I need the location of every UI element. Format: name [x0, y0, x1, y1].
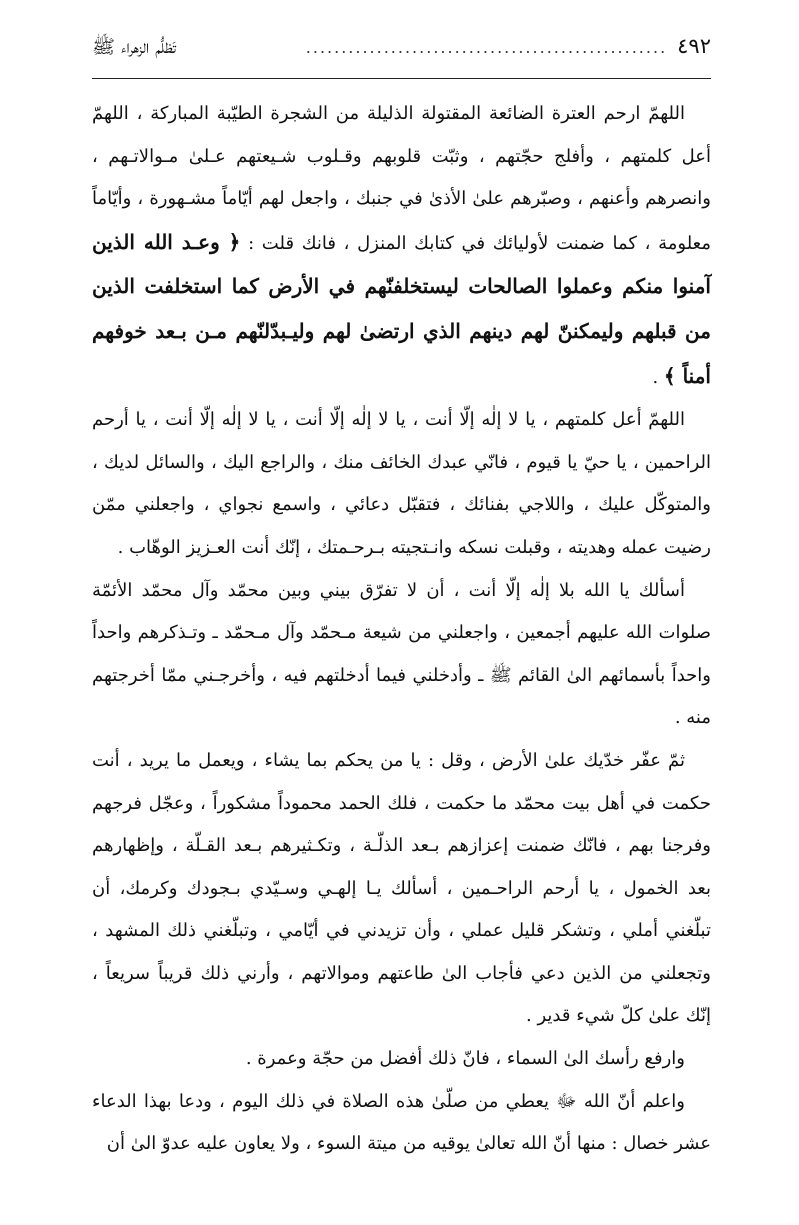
paragraph-2: اللهمّ أعل كلمتهم ، يا لا إلٰه إلّا أنت ، يا لا إلٰه إلّا أنت ، يا لا إلٰه إلّا أنت ، يا أرحم الراحمين ، يا حيّ يا قيوم ، فانّي عبدك الخائف منك ، والراجع اليك ، والسائل لديك ، والمتوكّل عليك ، واللاجي بفنائك ، فتقبّل دعائي ، واسمع نجواي ، واجعلني ممّن رضيت عمله وهديته ، وقبلت نسكه وانـتجيته بـرحـمتك ، إنّك أنت العـزيز الوهّاب . — [92, 409, 711, 558]
paragraph-4: ثمّ عفّر خدّيك علىٰ الأرض ، وقل : يا من يحكم بما يشاء ، ويعمل ما يريد ، أنت حكمت في أهل بيت محمّد ما حكمت ، فلك الحمد محموداً مشكوراً ، وعجّل فرجهم وفرجنا بهم ، فانّك ضمنت إعزازهم بـعد الذلّـة ، وتكـثيرهم بـعد القـلّة ، وإظهارهم بعد الخمول ، يا أرحم الراحـمين ، أسألك يـا إلهـي وسـيّدي بـجودك وكرمك، أن تبلّغني أملي ، وتشكر قليل عملي ، وأن تزيدني في أيّامي ، وتبلّغني ذلك المشهد ، وتجعلني من الذين دعي فأجاب الىٰ طاعتهم وموالاتهم ، وأرني ذلك قريباً سريعاً ، إنّك علىٰ كلّ شيء قدير . — [92, 749, 711, 1027]
paragraph-5: وارفع رأسك الىٰ السماء ، فانّ ذلك أفضل من حجّة وعمرة . — [245, 1048, 685, 1070]
running-title: تَظلُّم الزهراء ﷺ — [92, 36, 176, 58]
body-text — [92, 93, 711, 1166]
page-number: ٤٩٢ — [677, 34, 711, 58]
paragraph-1 — [92, 93, 711, 399]
paragraph-6: واعلم أنّ الله ﷻ يعطي من صلّىٰ هذه الصلاة في ذلك اليوم ، ودعا بهذا الدعاء عشر خصال : منها أنّ الله تعالىٰ يوقيه من ميتة السوء ، ولا يعاون عليه عدوّ الىٰ أن — [92, 1090, 711, 1155]
paragraph-1-trail: . — [652, 366, 664, 388]
paragraph-1-lead: اللهمّ ارحم العترة الضائعة المقتولة الذليلة من الشجرة الطيّبة المباركة ، اللهمّ أعل كلمتهم ، وأفلج حجّتهم ، وثبّت قلوبهم وقـلوب شـيعتهم عـلىٰ مـوالاتـهم ، وانصرهم وأعنهم ، وصبّرهم علىٰ الأذىٰ في جنبك ، واجعل لهم أيّاماً مشـهورة ، وأيّاماً معلومة ، كما ضمنت لأوليائك في كتابك المنزل ، فانك قلت : — [92, 103, 711, 254]
paragraph-3: أسألك يا الله بلا إلٰه إلّا أنت ، أن لا تفرّق بيني وبين محمّد وآل محمّد الأئمّة صلوات الله عليهم أجمعين ، واجعلني من شيعة مـحمّد وآل مـحمّد ـ وتـذكرهم واحداً واحداً بأسمائهم الىٰ القائم ﷺ ـ وأدخلني فيما أدخلتهم فيه ، وأخرجـني ممّا أخرجتهم منه . — [92, 579, 711, 729]
header-leader-dots: ................................................... — [305, 38, 668, 57]
header-rule — [92, 78, 711, 79]
page-header — [92, 34, 711, 78]
quran-verse: ﴿ وعـد الله الذين آمنوا منكم وعملوا الصالحات ليستخلفنّهم في الأرض كما استخلفت الذين من قبلهم وليمكننّ لهم دينهم الذي ارتضىٰ لهم وليـبدّلنّهم مـن بـعد خوفهم أمناً ﴾ — [92, 229, 711, 388]
